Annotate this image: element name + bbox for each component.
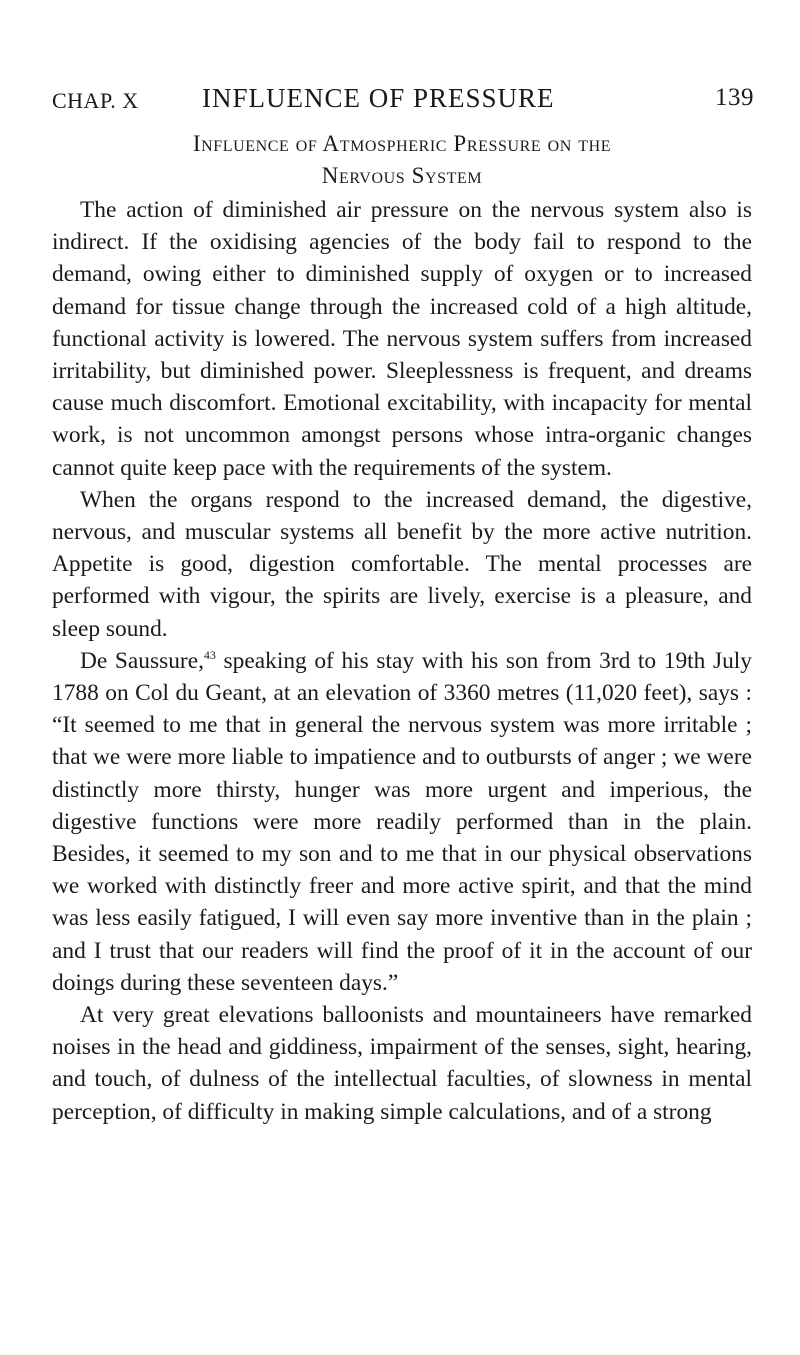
chapter-label: CHAP. X <box>52 88 139 113</box>
section-heading-line-1: Influence of Atmospheric Pressure on the <box>192 131 612 156</box>
paragraph-saussure <box>52 645 752 999</box>
section-heading <box>52 128 752 192</box>
paragraph-1: The action of diminished air pressure on the nervous system also is indirect. If the oxidising agencies of the body fail to respond to the demand, owing either to diminished supply of oxygen or to increased demand for tissue change through the increased cold of a high altitude, functional activity is lowered. The nervous system suffers from increased irritability, but diminished power. Sleeplessness is frequent, and dreams cause much discomfort. Emotional excitability, with incapacity for mental work, is not uncommon amongst persons whose intra-organic changes cannot quite keep pace with the requirements of the system. <box>52 197 752 481</box>
body-text <box>52 194 752 1128</box>
book-page <box>52 0 752 1128</box>
page-number: 139 <box>715 84 754 111</box>
paragraph-2: When the organs respond to the increased demand, the digestive, nervous, and muscular systems all benefit by the more active nutrition. Appetite is good, digestion comfortable. The mental processes are performed with vigour, the spirits are lively, exercise is a pleasure, and sleep sound. <box>52 486 752 642</box>
saussure-name: De Saussure, <box>80 647 204 674</box>
saussure-quote: speaking of his stay with his son from 3rd to 19th July 1788 on Col du Geant, at an elevation of 3360 metres (11,020 feet), says : “It seemed to me that in general the nervous system was more irritable ; that we were more liable to impatience and to outbursts of anger ; we were distinctly more thirsty, hunger was more urgent and imperious, the digestive functions were more readily performed than in the plain. Besides, it seemed to my son and to me that in our physical observations we worked with distinctly freer and more active spirit, and that the mind was less easily fatigued, I will even say more inventive than in the plain ; and I trust that our readers will find the proof of it in the account of our doings during these seventeen days.” <box>52 647 752 996</box>
paragraph-final: At very great elevations balloonists and mountaineers have remarked noises in the head and giddiness, impairment of the senses, sight, hearing, and touch, of dulness of the intellectual faculties, of slowness in mental perception, of difficulty in making simple calculations, and of a strong <box>52 1002 752 1125</box>
footnote-reference: 43 <box>203 648 216 663</box>
section-heading-line-2: Nervous System <box>321 163 483 188</box>
running-title: INFLUENCE OF PRESSURE <box>202 83 555 113</box>
running-head <box>52 80 752 120</box>
